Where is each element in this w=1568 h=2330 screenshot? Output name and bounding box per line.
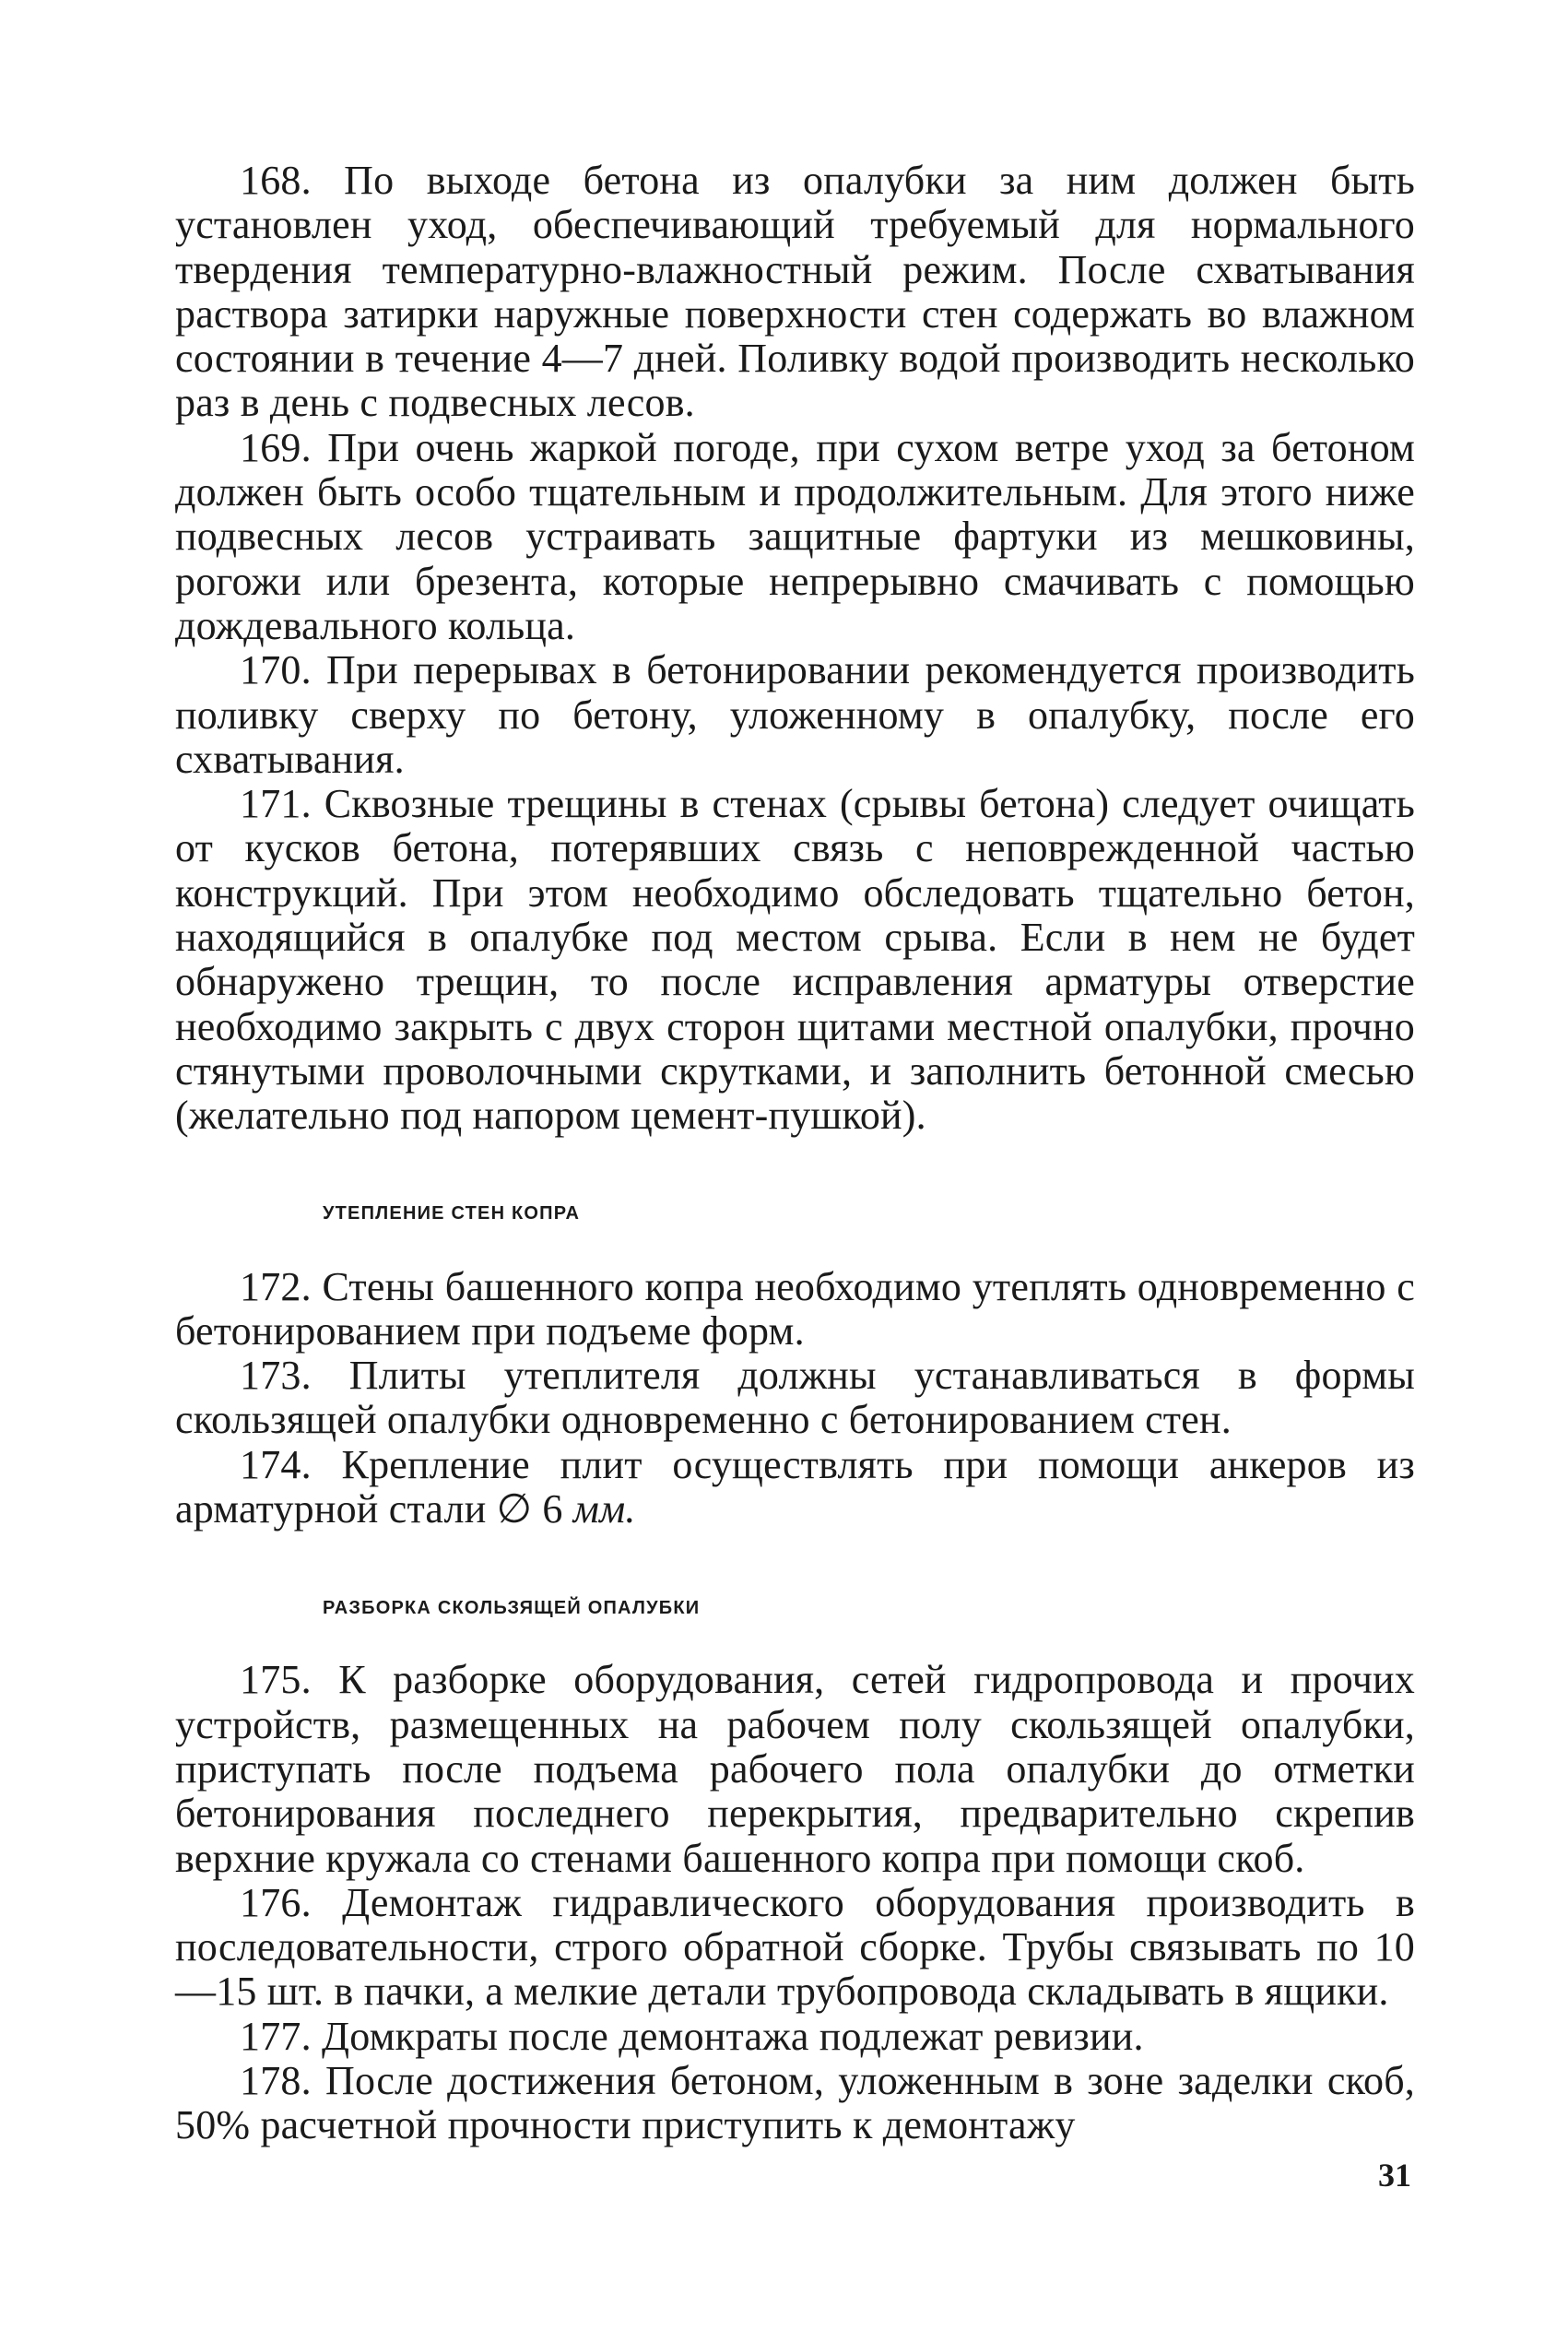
paragraph-172: 172. Стены башенного копра необходимо утеплять одновременно с бетонированием при подъеме форм. [175, 1263, 1415, 1354]
section-heading-insulation: УТЕПЛЕНИЕ СТЕН КОПРА [323, 1202, 581, 1224]
paragraph-178: 178. После достижения бетоном, уложенным в зоне заделки скоб, 50% расчетной прочности приступить к демонтажу [175, 2057, 1415, 2148]
paragraph-174-text: 174. Крепление плит осуществлять при помощи анкеров из арматурной стали ∅ 6 [175, 1441, 1415, 1532]
paragraph-175: 175. К разборке оборудования, сетей гидропровода и прочих устройств, размещенных на рабочем полу скользящей опалубки, приступать после подъема рабочего пола опалубки до отметки бетонирования последнего перекрытия, предварительно скрепив верхние кружала со стенами башенного копра при помощи скоб. [175, 1657, 1415, 1881]
paragraph-174 [175, 1443, 1415, 1532]
unit-mm: мм. [572, 1486, 636, 1532]
paragraph-177: 177. Домкраты после демонтажа подлежат ревизии. [240, 2013, 1144, 2059]
paragraph-168: 168. По выходе бетона из опалубки за ним должен быть установлен уход, обеспечивающий требуемый для нормального твердения температурно-влажностный режим. После схватывания раствора затирки наружные поверхности стен содержать во влажном состоянии в течение 4—7 дней. Поливку водой производить несколько раз в день с подвесных лесов. [175, 158, 1415, 426]
paragraph-173: 173. Плиты утеплителя должны устанавливаться в формы скользящей опалубки одновременно с бетонированием стен. [175, 1353, 1415, 1443]
paragraph-176: 176. Демонтаж гидравлического оборудования производить в последовательности, строго обратной сборке. Трубы связывать по 10—15 шт. в пачки, а мелкие детали трубопровода складывать в ящики. [175, 1879, 1415, 2015]
page-number: 31 [1378, 2157, 1411, 2194]
paragraph-169: 169. При очень жаркой погоде, при сухом ветре уход за бетоном должен быть особо тщательным и продолжительным. Для этого ниже подвесных лесов устраивать защитные фартуки из мешковины, рогожи или брезента, которые непрерывно смачивать с помощью дождевального кольца. [175, 424, 1415, 648]
paragraph-170: 170. При перерывах в бетонировании рекомендуется производить поливку сверху по бетону, уложенному в опалубку, после его схватывания. [175, 647, 1415, 782]
section-heading-dismantling: РАЗБОРКА СКОЛЬЗЯЩЕЙ ОПАЛУБКИ [323, 1598, 701, 1619]
page-body [175, 159, 1415, 2148]
paragraph-171: 171. Сквозные трещины в стенах (срывы бетона) следует очищать от кусков бетона, потерявших связь с неповрежденной частью конструкций. При этом необходимо обследовать тщательно бетон, находящийся в опалубке под местом срыва. Если в нем не будет обнаружено трещин, то после исправления арматуры отверстие необходимо закрыть с двух сторон щитами местной опалубки, прочно стянутыми проволочными скрутками, и заполнить бетонной смесью (желательно под напором цемент-пушкой). [175, 781, 1415, 1139]
